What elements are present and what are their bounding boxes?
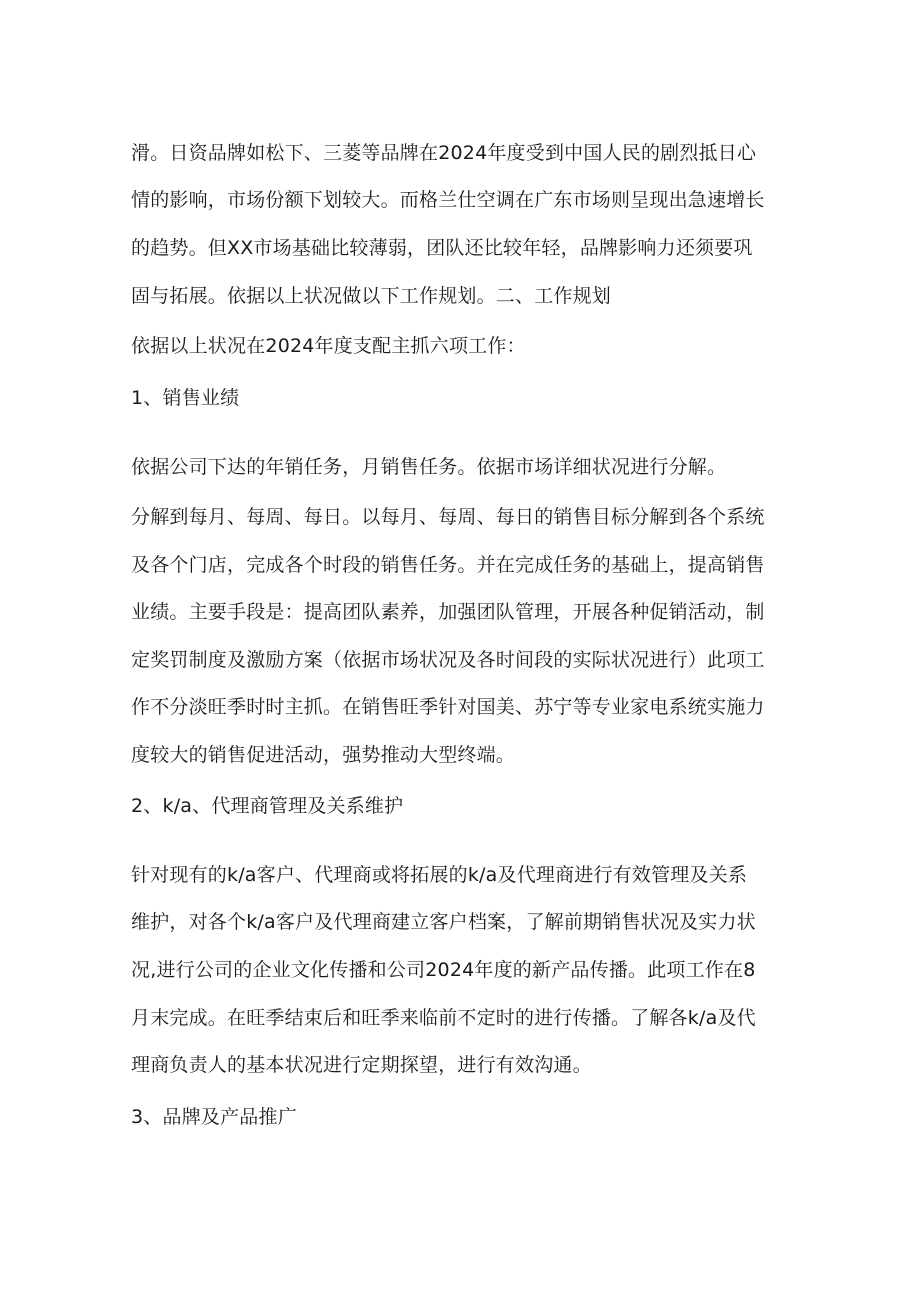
text-line: 固与拓展。依据以上状况做以下工作规划。二、工作规划 — [131, 285, 612, 307]
section-heading: 2、k/a、代理商管理及关系维护 — [131, 795, 404, 817]
text-line: 依据以上状况在2024年度支配主抓六项工作： — [131, 335, 526, 357]
text-line: 的趋势。但XX市场基础比较薄弱，团队还比较年轻，品牌影响力还须要巩 — [131, 237, 753, 259]
text-line: 维护，对各个k/a客户及代理商建立客户档案，了解前期销售状况及实力状 — [131, 911, 756, 933]
text-line: 情的影响，市场份额下划较大。而格兰仕空调在广东市场则呈现出急速增长 — [131, 189, 765, 211]
text-line: 况,进行公司的企业文化传播和公司2024年度的新产品传播。此项工作在8 — [131, 959, 756, 981]
text-line: 分解到每月、每周、每日。以每月、每周、每日的销售目标分解到各个系统 — [131, 506, 765, 528]
text-line: 作不分淡旺季时时主抓。在销售旺季针对国美、苏宁等专业家电系统实施力 — [131, 696, 765, 718]
text-line: 依据公司下达的年销任务，月销售任务。依据市场详细状况进行分解。 — [131, 456, 727, 478]
text-line: 及各个门店，完成各个时段的销售任务。并在完成任务的基础上，提高销售 — [131, 554, 765, 576]
text-line: 滑。日资品牌如松下、三菱等品牌在2024年度受到中国人民的剧烈抵日心 — [131, 142, 757, 164]
text-line: 月末完成。在旺季结束后和旺季来临前不定时的进行传播。了解各k/a及代 — [131, 1007, 756, 1029]
text-line: 定奖罚制度及激励方案（依据市场状况及各时间段的实际状况进行）此项工 — [131, 649, 765, 671]
text-line: 度较大的销售促进活动，强势推动大型终端。 — [131, 744, 516, 766]
text-line: 针对现有的k/a客户、代理商或将拓展的k/a及代理商进行有效管理及关系 — [131, 864, 748, 886]
section-heading: 3、品牌及产品推广 — [131, 1106, 297, 1128]
text-line: 业绩。主要手段是：提高团队素养，加强团队管理，开展各种促销活动，制 — [131, 601, 765, 623]
section-heading: 1、销售业绩 — [131, 387, 240, 409]
text-line: 理商负责人的基本状况进行定期探望，进行有效沟通。 — [131, 1054, 592, 1076]
